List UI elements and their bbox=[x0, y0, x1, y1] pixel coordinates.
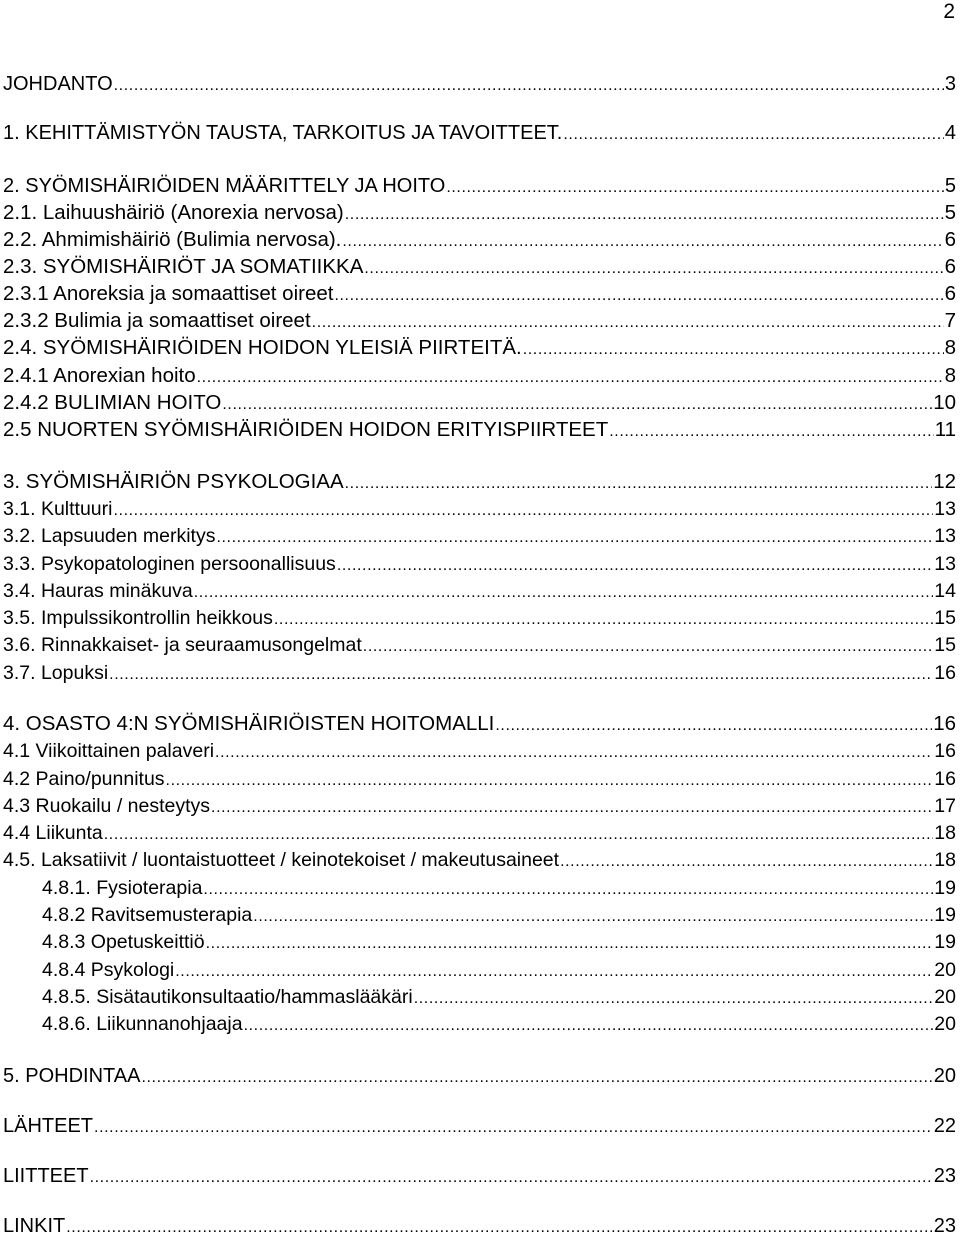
toc-entry[interactable] bbox=[3, 1164, 956, 1190]
toc-entry-page: 13 bbox=[934, 525, 956, 547]
toc-entry-page: 7 bbox=[944, 309, 956, 332]
toc-entry-title: 3.4. Hauras minäkuva bbox=[3, 580, 193, 602]
toc-entry[interactable] bbox=[3, 1114, 956, 1140]
toc-entry[interactable] bbox=[3, 174, 956, 200]
toc-entry-title: 2.3.2 Bulimia ja somaattiset oireet bbox=[3, 309, 311, 332]
toc-dot-leader bbox=[166, 767, 934, 793]
toc-entry[interactable] bbox=[3, 633, 956, 659]
toc-entry[interactable] bbox=[3, 821, 956, 847]
toc-dot-leader bbox=[495, 712, 932, 738]
toc-entry-page: 20 bbox=[934, 986, 956, 1008]
toc-entry-title: 3. SYÖMISHÄIRIÖN PSYKOLOGIAA bbox=[3, 470, 344, 493]
toc-dot-leader bbox=[66, 1214, 933, 1240]
toc-entry-title: 4.8.4 Psykologi bbox=[42, 959, 175, 981]
toc-entry-page: 6 bbox=[944, 228, 956, 251]
toc-dot-leader bbox=[414, 985, 934, 1011]
toc-entry-page: 16 bbox=[934, 768, 956, 790]
toc-entry-title: 4.1 Viikoittainen palaveri bbox=[3, 740, 215, 762]
toc-dot-leader bbox=[141, 1064, 932, 1090]
toc-entry-title: 4.8.2 Ravitsemusterapia bbox=[42, 904, 253, 926]
toc-dot-leader bbox=[222, 391, 932, 417]
toc-entry-page: 16 bbox=[933, 712, 956, 735]
toc-dot-leader bbox=[114, 72, 944, 98]
toc-entry-page: 13 bbox=[934, 553, 956, 575]
toc-entry[interactable] bbox=[3, 661, 956, 687]
toc-entry[interactable] bbox=[3, 712, 956, 738]
toc-entry-title: 2.4.1 Anorexian hoito bbox=[3, 364, 196, 387]
toc-entry-page: 19 bbox=[934, 904, 956, 926]
toc-entry[interactable] bbox=[3, 794, 956, 820]
toc-entry-title: LINKIT bbox=[3, 1215, 66, 1237]
toc-dot-leader bbox=[345, 201, 944, 227]
toc-entry-title: 2.3.1 Anoreksia ja somaattiset oireet bbox=[3, 282, 334, 305]
toc-entry-title: 3.2. Lapsuuden merkitys bbox=[3, 525, 216, 547]
toc-entry[interactable] bbox=[42, 985, 956, 1011]
toc-entry-title: 3.7. Lopuksi bbox=[3, 662, 109, 684]
toc-entry[interactable] bbox=[3, 1064, 956, 1090]
toc-entry-page: 23 bbox=[933, 1165, 956, 1187]
toc-dot-leader bbox=[197, 364, 944, 390]
toc-dot-leader bbox=[345, 470, 933, 496]
toc-dot-leader bbox=[203, 876, 933, 902]
toc-entry-title: 4.2 Paino/punnitus bbox=[3, 768, 165, 790]
toc-dot-leader bbox=[337, 552, 933, 578]
toc-entry-page: 15 bbox=[934, 607, 956, 629]
toc-entry-title: 4. OSASTO 4:N SYÖMISHÄIRIÖISTEN HOITOMALLI bbox=[3, 712, 495, 735]
toc-entry[interactable] bbox=[3, 72, 956, 98]
toc-entry-title: 4.5. Laksatiivit / luontaistuotteet / keinotekoiset / makeutusaineet bbox=[3, 849, 560, 871]
toc-entry-page: 5 bbox=[944, 175, 956, 197]
toc-entry-title: 2. SYÖMISHÄIRIÖIDEN MÄÄRITTELY JA HOITO bbox=[3, 175, 446, 197]
toc-entry-page: 19 bbox=[934, 877, 956, 899]
toc-entry-page: 18 bbox=[934, 849, 956, 871]
toc-entry-page: 22 bbox=[933, 1115, 956, 1137]
toc-dot-leader bbox=[253, 903, 933, 929]
toc-entry[interactable] bbox=[3, 255, 956, 281]
toc-entry[interactable] bbox=[3, 497, 956, 523]
toc-entry-page: 12 bbox=[933, 470, 956, 493]
toc-dot-leader bbox=[113, 497, 933, 523]
toc-entry-page: 16 bbox=[934, 662, 956, 684]
toc-entry[interactable] bbox=[3, 391, 956, 417]
toc-dot-leader bbox=[109, 661, 933, 687]
toc-entry-page: 20 bbox=[934, 959, 956, 981]
toc-dot-leader bbox=[104, 821, 934, 847]
toc-entry-page: 14 bbox=[934, 580, 956, 602]
toc-dot-leader bbox=[194, 579, 934, 605]
toc-dot-leader bbox=[560, 848, 933, 874]
page-number: 2 bbox=[943, 0, 955, 23]
toc-dot-leader bbox=[364, 255, 943, 281]
toc-dot-leader bbox=[211, 794, 933, 820]
toc-entry-title: 2.1. Laihuushäiriö (Anorexia nervosa) bbox=[3, 201, 344, 224]
toc-entry[interactable] bbox=[42, 1012, 956, 1038]
toc-entry[interactable] bbox=[42, 930, 956, 956]
toc-entry-title: 3.5. Impulssikontrollin heikkous bbox=[3, 607, 273, 629]
toc-entry-title: 4.3 Ruokailu / nesteytys bbox=[3, 795, 211, 817]
toc-entry-title: 4.8.1. Fysioterapia bbox=[42, 877, 203, 899]
toc-entry[interactable] bbox=[3, 364, 956, 390]
toc-dot-leader bbox=[312, 309, 944, 335]
toc-entry-page: 15 bbox=[934, 634, 956, 656]
toc-entry-page: 18 bbox=[934, 822, 956, 844]
toc-entry[interactable] bbox=[3, 579, 956, 605]
toc-dot-leader bbox=[206, 930, 934, 956]
toc-entry-title: LIITTEET bbox=[3, 1165, 89, 1187]
toc-entry[interactable] bbox=[3, 848, 956, 874]
toc-entry-page: 20 bbox=[934, 1013, 956, 1035]
toc-entry-title: 3.6. Rinnakkaiset- ja seuraamusongelmat bbox=[3, 634, 362, 656]
toc-entry-page: 17 bbox=[934, 795, 956, 817]
toc-entry-page: 20 bbox=[933, 1065, 956, 1087]
toc-dot-leader bbox=[342, 228, 943, 254]
toc-entry-page: 6 bbox=[944, 282, 956, 305]
toc-dot-leader bbox=[175, 958, 933, 984]
toc-entry[interactable] bbox=[42, 903, 956, 929]
toc-dot-leader bbox=[446, 174, 944, 200]
toc-entry-title: 4.8.3 Opetuskeittiö bbox=[42, 931, 205, 953]
toc-entry-page: 4 bbox=[944, 122, 956, 144]
toc-entry-page: 10 bbox=[933, 391, 956, 414]
toc-entry-title: 4.4 Liikunta bbox=[3, 822, 103, 844]
toc-entry[interactable] bbox=[3, 201, 956, 227]
toc-entry[interactable] bbox=[3, 524, 956, 550]
toc-dot-leader bbox=[334, 282, 943, 308]
toc-dot-leader bbox=[563, 121, 944, 147]
toc-dot-leader bbox=[215, 739, 933, 765]
toc-entry-title: 4.8.5. Sisätautikonsultaatio/hammaslääkäri bbox=[42, 986, 413, 1008]
toc-dot-leader bbox=[523, 336, 944, 362]
toc-entry[interactable] bbox=[3, 282, 956, 308]
toc-entry-title: LÄHTEET bbox=[3, 1115, 94, 1137]
toc-entry-title: 3.3. Psykopatologinen persoonallisuus bbox=[3, 553, 336, 575]
toc-entry[interactable] bbox=[3, 121, 956, 147]
toc-entry[interactable] bbox=[3, 767, 956, 793]
toc-entry[interactable] bbox=[3, 228, 956, 254]
toc-entry[interactable] bbox=[3, 336, 956, 362]
toc-entry-title: 3.1. Kulttuuri bbox=[3, 498, 113, 520]
toc-entry-title: 2.4.2 BULIMIAN HOITO bbox=[3, 391, 222, 414]
toc-entry-title: 2.4. SYÖMISHÄIRIÖIDEN HOIDON YLEISIÄ PIIRTEITÄ. bbox=[3, 336, 522, 359]
toc-dot-leader bbox=[216, 524, 933, 550]
toc-entry[interactable] bbox=[3, 552, 956, 578]
toc-entry-title: JOHDANTO bbox=[3, 73, 113, 95]
toc-entry[interactable] bbox=[3, 1214, 956, 1240]
toc-entry-title: 1. KEHITTÄMISTYÖN TAUSTA, TARKOITUS JA TAVOITTEET. bbox=[3, 122, 563, 144]
toc-entry-page: 5 bbox=[944, 201, 956, 224]
toc-entry-page: 6 bbox=[944, 255, 956, 278]
toc-entry[interactable] bbox=[3, 470, 956, 496]
toc-entry-title: 2.3. SYÖMISHÄIRIÖT JA SOMATIIKKA bbox=[3, 255, 364, 278]
toc-entry-title: 2.5 NUORTEN SYÖMISHÄIRIÖIDEN HOIDON ERITYISPIIRTEET bbox=[3, 418, 609, 441]
toc-dot-leader bbox=[609, 418, 933, 444]
toc-dot-leader bbox=[274, 606, 933, 632]
toc-entry[interactable] bbox=[42, 958, 956, 984]
toc-entry-page: 19 bbox=[934, 931, 956, 953]
toc-dot-leader bbox=[94, 1114, 933, 1140]
toc-entry[interactable] bbox=[3, 309, 956, 335]
toc-entry[interactable] bbox=[42, 876, 956, 902]
toc-entry-page: 3 bbox=[944, 73, 956, 95]
toc-entry-title: 5. POHDINTAA bbox=[3, 1065, 141, 1087]
toc-dot-leader bbox=[90, 1164, 933, 1190]
toc-entry[interactable] bbox=[3, 418, 956, 444]
toc-dot-leader bbox=[244, 1012, 934, 1038]
toc-entry-page: 11 bbox=[934, 418, 956, 441]
toc-entry[interactable] bbox=[3, 606, 956, 632]
toc-entry-title: 4.8.6. Liikunnanohjaaja bbox=[42, 1013, 243, 1035]
toc-entry-page: 13 bbox=[934, 498, 956, 520]
toc-entry-title: 2.2. Ahmimishäiriö (Bulimia nervosa). bbox=[3, 228, 342, 251]
toc-entry-page: 8 bbox=[944, 364, 956, 387]
toc-entry[interactable] bbox=[3, 739, 956, 765]
toc-dot-leader bbox=[363, 633, 934, 659]
toc-entry-page: 8 bbox=[944, 336, 956, 359]
toc-entry-page: 23 bbox=[933, 1215, 956, 1237]
toc-entry-page: 16 bbox=[934, 740, 956, 762]
